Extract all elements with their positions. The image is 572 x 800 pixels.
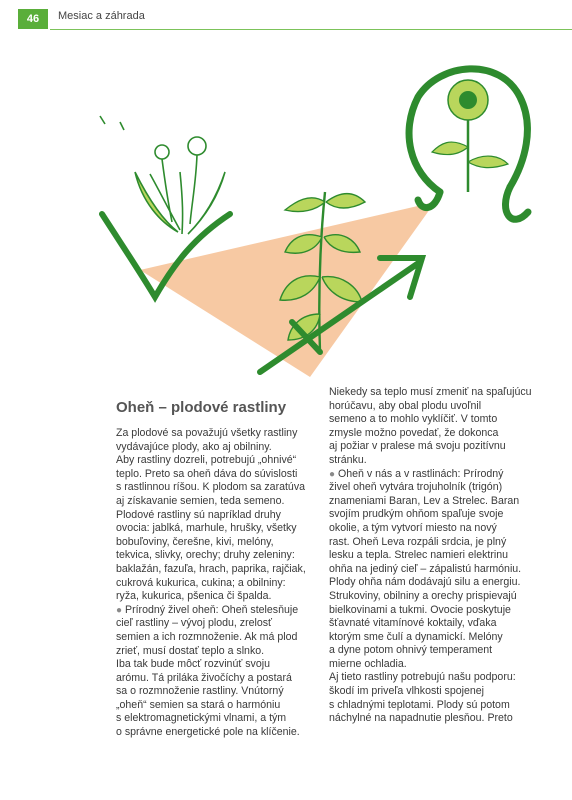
right-column — [329, 386, 539, 726]
text-line: ohňa na jediný cieľ – zápalistú harmóniu. — [329, 562, 522, 575]
text-line: Aj tieto rastliny potrebujú našu podporu: — [329, 671, 516, 684]
text-line: škodí im priveľa vlhkosti spojenej — [329, 685, 485, 698]
section-name: Mesiac a záhrada — [58, 10, 145, 22]
text-line: Plodové rastliny sú napríklad druhy — [116, 508, 281, 521]
text-line: aj získavanie semien, teda semeno. — [116, 494, 285, 507]
text-line: semeno a to mohlo vyklíčiť. V tomto — [329, 413, 498, 426]
text-line: „oheň“ semien sa stará o harmóniu — [116, 698, 281, 711]
text-line: ryža, kukurica, pšenica či špalda. — [116, 590, 272, 603]
bullet-icon: ● — [329, 468, 336, 480]
text-line: Prírodný živel oheň: Oheň stelesňuje — [125, 603, 299, 616]
text-line: arómu. Tá priláka živočíchy a postará — [116, 671, 292, 684]
text-line: stránku. — [329, 453, 367, 466]
text-line: bielkovinami a tukmi. Ovocie poskytuje — [329, 603, 511, 616]
text-line: s rastlinnou ríšou. K plodom sa zaratúva — [116, 481, 306, 494]
header-rule — [50, 29, 572, 30]
text-line: Aby rastliny dozreli, potrebujú „ohnivé“ — [116, 454, 297, 467]
text-line: Za plodové sa považujú všetky rastliny — [116, 427, 298, 439]
page-header — [0, 0, 572, 30]
text-line: bobuľoviny, čerešne, kivi, melóny, — [116, 535, 274, 548]
text-line: tekvica, slivky, orechy; druhy zeleniny: — [116, 549, 295, 562]
text-line: vydávajúce plody, ako aj obilniny. — [116, 440, 272, 453]
text-line: okolie, a tým vytvorí miesto na nový — [329, 521, 497, 534]
text-line: cieľ rastliny – vývoj plodu, zrelosť — [116, 617, 273, 630]
text-line: semien a ich rozmnoženie. Ak má plod — [116, 630, 298, 643]
text-line: s elektromagnetickými vlnami, a tým — [116, 712, 287, 725]
text-line: živel oheň vytvára trojuholník (trigón) — [329, 481, 503, 494]
text-line: náchylné na napadnutie plesňou. Preto — [329, 712, 513, 725]
text-line: Oheň v nás a v rastlinách: Prírodný — [338, 467, 504, 480]
text-line-bulleted — [116, 604, 321, 618]
text-line: Iba tak bude môcť rozvinúť svoju — [116, 658, 270, 671]
text-line: šťavnaté vitamínové koktaily, vďaka — [329, 617, 497, 630]
text-line: Strukoviny, obilniny a orechy prispievajú — [329, 589, 517, 602]
page-number: 46 — [18, 9, 48, 29]
text-line: ovocia: jablká, marhule, hrušky, všetky — [116, 522, 297, 535]
fire-trigon-illustration — [80, 52, 540, 382]
text-line: mierne ochladia. — [329, 657, 407, 670]
text-line: baklažán, fazuľa, hrach, paprika, rajčiak, — [116, 562, 306, 575]
text-line: zmysle možno povedať, že dokonca — [329, 426, 499, 439]
text-line: cukrová kukurica, cukina; a obilniny: — [116, 576, 286, 589]
text-line: aj požiar v pralese má svoju pozitívnu — [329, 440, 506, 453]
text-line: o správne energetické pole na klíčenie. — [116, 726, 300, 739]
text-line: rast. Oheň Leva rozpáli srdcia, je plný — [329, 535, 507, 548]
text-line: svojím prudkým ohňom spaľuje svoje — [329, 508, 504, 521]
article-title: Oheň – plodové rastliny — [116, 399, 287, 416]
text-line: zrieť, musí dostať teplo a slnko. — [116, 644, 265, 657]
dandelion-illustration — [100, 116, 225, 234]
text-line: sa o rozmnoženie rastliny. Vnútorný — [116, 685, 284, 698]
left-column — [116, 427, 321, 740]
text-line: ktorým sme čulí a dynamickí. Melóny — [329, 630, 503, 643]
text-line: a dyne potom ohnivý temperament — [329, 644, 493, 657]
text-line: s chladnými teplotami. Plody sú potom — [329, 698, 510, 711]
text-line: Plody ohňa nám dodávajú silu a energiu. — [329, 576, 521, 589]
text-line: horúčavu, aby obal plodu uvoľnil — [329, 399, 482, 412]
sunflower-illustration — [432, 80, 508, 192]
text-line: Niekedy sa teplo musí zmeniť na spaľujúcu — [329, 386, 532, 398]
text-line: teplo. Preto sa oheň dáva do súvislosti — [116, 467, 298, 480]
text-line: lesku a tepla. Strelec namieri elektrinu — [329, 549, 509, 562]
bullet-icon: ● — [116, 604, 123, 616]
text-line: znameniami Baran, Lev a Strelec. Baran — [329, 494, 520, 507]
text-line-bulleted — [329, 468, 539, 482]
